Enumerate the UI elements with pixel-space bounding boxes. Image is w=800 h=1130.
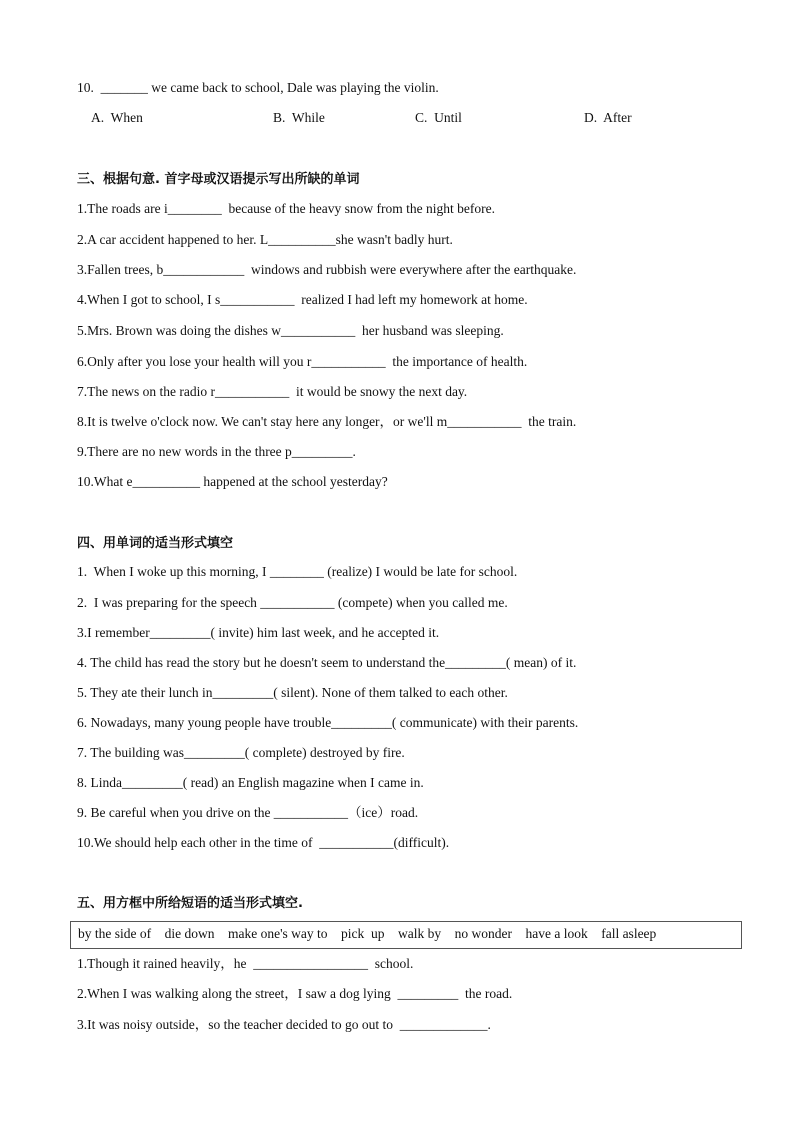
s3-item-5: 5.Mrs. Brown was doing the dishes w___________ her husband was sleeping. — [77, 323, 504, 338]
q10-option-d: D. After — [584, 110, 632, 125]
q10-option-c: C. Until — [415, 110, 462, 125]
s3-item-7: 7.The news on the radio r___________ it would be snowy the next day. — [77, 384, 468, 399]
s5-item-2: 2.When I was walking along the street，I saw a dog lying _________ the road. — [77, 986, 513, 1001]
s3-item-3: 3.Fallen trees, b____________ windows and rubbish were everywhere after the earthquake. — [77, 262, 577, 277]
section-3-title: 三、根据句意. 首字母或汉语提示写出所缺的单词 — [77, 172, 360, 187]
section-5-title: 五、用方框中所给短语的适当形式填空. — [77, 896, 303, 911]
s4-item-4: 4. The child has read the story but he doesn't seem to understand the_________( mean) of it. — [77, 655, 577, 670]
s3-item-1: 1.The roads are i________ because of the heavy snow from the night before. — [77, 201, 495, 216]
s3-item-4: 4.When I got to school, I s___________ realized I had left my homework at home. — [77, 292, 528, 307]
s4-item-6: 6. Nowadays, many young people have trouble_________( communicate) with their parents. — [77, 715, 579, 730]
s5-item-3: 3.It was noisy outside，so the teacher decided to go out to _____________. — [77, 1017, 491, 1032]
s4-item-7: 7. The building was_________( complete) destroyed by fire. — [77, 745, 405, 760]
s3-item-9: 9.There are no new words in the three p_________. — [77, 444, 356, 459]
s4-item-3: 3.I remember_________( invite) him last week, and he accepted it. — [77, 625, 440, 640]
s3-item-6: 6.Only after you lose your health will you r___________ the importance of health. — [77, 354, 528, 369]
s3-item-10: 10.What e__________ happened at the school yesterday? — [77, 474, 388, 489]
s3-item-2: 2.A car accident happened to her. L__________she wasn't badly hurt. — [77, 232, 453, 247]
s5-item-1: 1.Though it rained heavily，he _________________ school. — [77, 956, 414, 971]
q10-option-a: A. When — [91, 110, 143, 125]
s4-item-10: 10.We should help each other in the time of ___________(difficult). — [77, 835, 450, 850]
s4-item-1: 1. When I woke up this morning, I ________ (realize) I would be late for school. — [77, 564, 518, 579]
q10-option-b: B. While — [273, 110, 325, 125]
s4-item-9: 9. Be careful when you drive on the ___________（ice）road. — [77, 805, 419, 820]
phrase-box-text: by the side of die down make one's way to pick up walk by no wonder have a look fall asleep — [78, 926, 657, 941]
q10-stem: 10. _______ we came back to school, Dale was playing the violin. — [77, 80, 439, 95]
s4-item-2: 2. I was preparing for the speech ___________ (compete) when you called me. — [77, 595, 508, 610]
section-4-title: 四、用单词的适当形式填空 — [77, 536, 234, 551]
s3-item-8: 8.It is twelve o'clock now. We can't stay here any longer，or we'll m___________ the train. — [77, 414, 577, 429]
s4-item-5: 5. They ate their lunch in_________( silent). None of them talked to each other. — [77, 685, 508, 700]
s4-item-8: 8. Linda_________( read) an English magazine when I came in. — [77, 775, 424, 790]
phrase-box — [70, 921, 742, 949]
